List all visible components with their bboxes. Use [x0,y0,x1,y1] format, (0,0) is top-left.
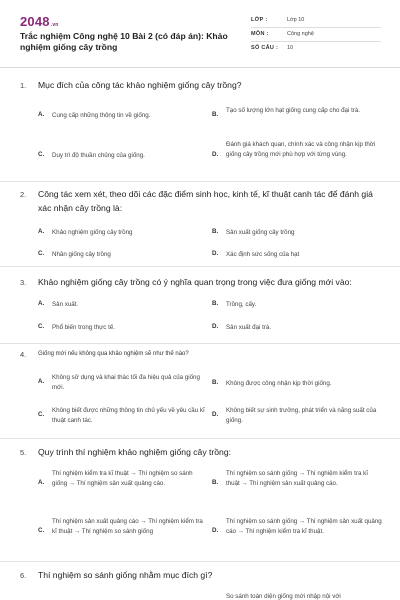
question-number: 4. [20,350,27,359]
site-logo[interactable] [20,14,59,29]
option-letter: D. [212,323,219,330]
document-title: Trắc nghiệm Công nghệ 10 Bài 2 (có đáp án): Khảo nghiệm giống cây trồng [20,31,228,52]
option-letter: D. [212,151,219,158]
option-letter: B. [212,111,219,118]
meta-count-label: SỐ CÂU : [251,45,279,51]
option-letter: C. [38,411,45,418]
question-text: Thí nghiệm so sánh giống nhằm mục đích gì? [38,570,213,580]
option-letter: D. [212,250,219,257]
question-number: 5. [20,448,27,457]
option-text: Thí nghiệm so sánh giống → Thí nghiệm sản xuất quảng cáo → Thí nghiệm kiểm tra kĩ thuật. [226,518,382,535]
option-letter: C. [38,151,45,158]
question-number: 2. [20,190,27,199]
question-divider [0,343,400,344]
option-letter: A. [38,479,45,486]
option-text: Không được công nhận kịp thời giống. [226,380,332,387]
option-text: Sản xuất. [52,301,79,308]
question-divider [0,181,400,182]
option-letter: A. [38,378,45,385]
option-text: Xác định sức sống của hạt [226,251,300,258]
logo-suffix: .vn [50,22,59,28]
option-text: Duy trì độ thuần chủng của giống. [52,152,145,159]
meta-subject-value: Công nghệ [287,31,314,37]
option-letter: C. [38,250,45,257]
question-number: 1. [20,81,27,90]
option-text: Đánh giá khách quan, chính xác và công nhận kịp thời giống cây trồng mới phù hợp với từng vùng. [226,141,376,158]
question-text: Công tác xem xét, theo dõi các đặc điểm sinh học, kinh tế, kĩ thuật canh tác để đánh giá xác nhận cây trồng là: [38,189,373,213]
option-text: Sản xuất giống cây trồng [226,229,295,236]
question-text: Quy trình thí nghiệm khảo nghiệm giống cây trồng: [38,447,231,457]
option-text: Tạo số lượng lớn hạt giống cung cấp cho đại trà. [226,107,361,114]
question-text: Mục đích của công tác khảo nghiệm giống cây trồng? [38,80,242,90]
option-text: Phổ biến trong thực tế. [52,324,115,331]
option-text: Thí nghiệm sản xuất quảng cáo → Thí nghiệm kiểm tra kĩ thuật → Thí nghiệm so sánh giống [52,518,203,535]
option-letter: A. [38,111,45,118]
question-text: Giống mới nếu không qua khảo nghiệm sẽ như thế nào? [38,351,189,357]
meta-divider [251,41,381,42]
logo-text: 2048 [20,14,50,29]
question-text: Khảo nghiệm giống cây trồng có ý nghĩa quan trọng trong việc đưa giống mới vào: [38,277,352,287]
option-text: Sản xuất đại trà. [226,324,272,331]
meta-class-label: LỚP : [251,17,268,23]
question-number: 3. [20,278,27,287]
option-text: Cung cấp những thông tin về giống. [52,112,151,119]
meta-divider [251,27,381,28]
option-text: So sánh toàn diện giống mới nhập nội với [226,593,341,600]
option-letter: B. [212,479,219,486]
meta-subject-label: MÔN : [251,31,269,37]
question-divider [0,561,400,562]
document-header [0,0,400,68]
option-text: Thí nghiệm so sánh giống → Thí nghiệm kiểm tra kĩ thuật → Thí nghiệm sản xuất quảng cáo. [226,470,368,487]
option-letter: D. [212,527,219,534]
meta-class [251,17,381,31]
option-letter: A. [38,228,45,235]
option-text: Không biết sự sinh trưởng, phát triển và năng suất của giống. [226,407,377,424]
meta-subject [251,31,381,45]
option-text: Không biết được những thông tin chủ yếu về yêu cầu kĩ thuật canh tác. [52,407,205,424]
option-text: Trồng, cấy. [226,301,257,308]
option-letter: B. [212,228,219,235]
option-text: Khảo nghiệm giống cây trồng [52,229,133,236]
option-text: Không sử dụng và khai thác tối đa hiệu quả của giống mới. [52,374,200,391]
option-letter: B. [212,379,219,386]
option-text: Thí nghiệm kiểm tra kĩ thuật → Thí nghiệm so sánh giống → Thí nghiệm sản xuất quảng cáo. [52,470,193,487]
option-text: Nhân giống cây trồng [52,251,111,258]
question-divider [0,438,400,439]
option-letter: C. [38,323,45,330]
option-letter: C. [38,527,45,534]
option-letter: A. [38,300,45,307]
question-divider [0,266,400,267]
meta-count [251,45,381,59]
option-letter: D. [212,411,219,418]
question-number: 6. [20,571,27,580]
option-letter: B. [212,300,219,307]
meta-class-value: Lớp 10 [287,17,305,23]
meta-count-value: 10 [287,45,294,51]
